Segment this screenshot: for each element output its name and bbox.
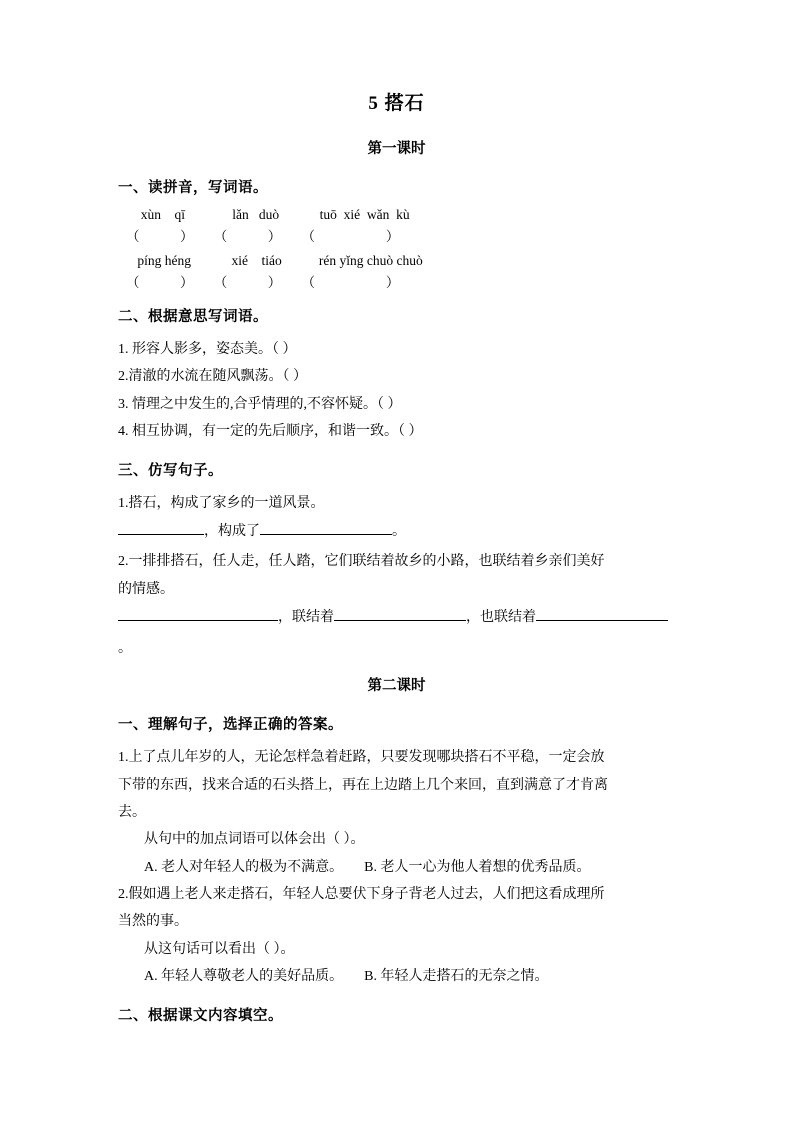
fill-connector-text: ，联结着	[278, 609, 334, 625]
page-title: 5 搭石	[368, 93, 425, 114]
option-b[interactable]: B. 年轻人走搭石的无奈之情。	[364, 968, 549, 984]
lesson-2-heading: 第二课时	[367, 678, 426, 695]
pinyin-row-2: píng héng xié tiáo rén yǐng chuò chuò	[134, 253, 423, 268]
lesson1-question3-heading: 三、仿写句子。	[118, 463, 223, 480]
comprehension-item2-line2: 当然的事。	[118, 914, 188, 930]
definition-item[interactable]: 1. 形容人影多，姿态美。（ ）	[118, 342, 297, 357]
lesson2-question1-heading: 一、理解句子，选择正确的答案。	[118, 717, 343, 734]
answer-bracket-row-1[interactable]: （ ） （ ） （ ）	[126, 229, 400, 244]
fill-end-text: 。	[118, 640, 132, 656]
option-a[interactable]: A. 年轻人尊敬老人的美好品质。	[144, 968, 344, 984]
comprehension-item2-options[interactable]	[118, 963, 675, 990]
comprehension-item1-options[interactable]	[118, 854, 675, 881]
lesson-1-heading: 第一课时	[367, 141, 426, 157]
sentence-fill-row-2[interactable]	[118, 603, 675, 665]
comprehension-item2-line1: 2.假如遇上老人来走搭石，年轻人总要伏下身子背老人过去，人们把这看成理所	[118, 886, 605, 902]
sentence-fill-row-1[interactable]	[118, 517, 675, 548]
definition-item[interactable]: 2.清澈的水流在随风飘荡。（ ）	[118, 369, 307, 385]
comprehension-item1-line2: 下带的东西，找来合适的石头搭上，再在上边踏上几个来回，直到满意了才肯离	[118, 777, 608, 793]
definition-item[interactable]: 3. 情理之中发生的,合乎情理的,不容怀疑。（ ）	[118, 396, 402, 412]
sentence-model-2-line1: 2.一排排搭石，任人走，任人踏，它们联结着故乡的小路，也联结着乡亲们美好	[118, 554, 605, 570]
answer-bracket-row-2[interactable]: （ ） （ ） （ ）	[126, 275, 400, 290]
fill-blank[interactable]	[118, 520, 204, 535]
sentence-model-1: 1.搭石，构成了家乡的一道风景。	[118, 496, 325, 512]
fill-blank[interactable]	[260, 520, 392, 535]
option-b[interactable]: B. 老人一心为他人着想的优秀品质。	[364, 859, 591, 875]
comprehension-item2-question[interactable]: 从这句话可以看出（ ）。	[144, 941, 295, 957]
comprehension-item1-question[interactable]: 从句中的加点词语可以体会出（ ）。	[144, 832, 365, 848]
fill-end-text: 。	[392, 524, 406, 540]
fill-blank[interactable]	[536, 606, 668, 621]
definition-item[interactable]: 4. 相互协调，有一定的先后顺序，和谐一致。（ ）	[118, 423, 423, 439]
comprehension-item1-line1: 1.上了点儿年岁的人，无论怎样急着赶路，只要发现哪块搭石不平稳，一定会放	[118, 750, 605, 766]
sentence-model-2-line2: 的情感。	[118, 581, 174, 597]
fill-connector-text: ，也联结着	[466, 609, 536, 625]
lesson1-question1-heading: 一、读拼音，写词语。	[118, 180, 268, 196]
fill-connector-text: ，构成了	[204, 524, 260, 540]
lesson1-question2-heading: 二、根据意思写词语。	[118, 309, 268, 325]
fill-blank[interactable]	[334, 606, 466, 621]
option-a[interactable]: A. 老人对年轻人的极为不满意。	[144, 859, 344, 875]
lesson2-question2-heading: 二、根据课文内容填空。	[118, 1008, 283, 1025]
fill-blank[interactable]	[118, 606, 278, 621]
comprehension-item1-line3: 去。	[118, 805, 146, 821]
pinyin-row-1: xùn qī lǎn duò tuō xié wǎn kù	[134, 207, 410, 222]
